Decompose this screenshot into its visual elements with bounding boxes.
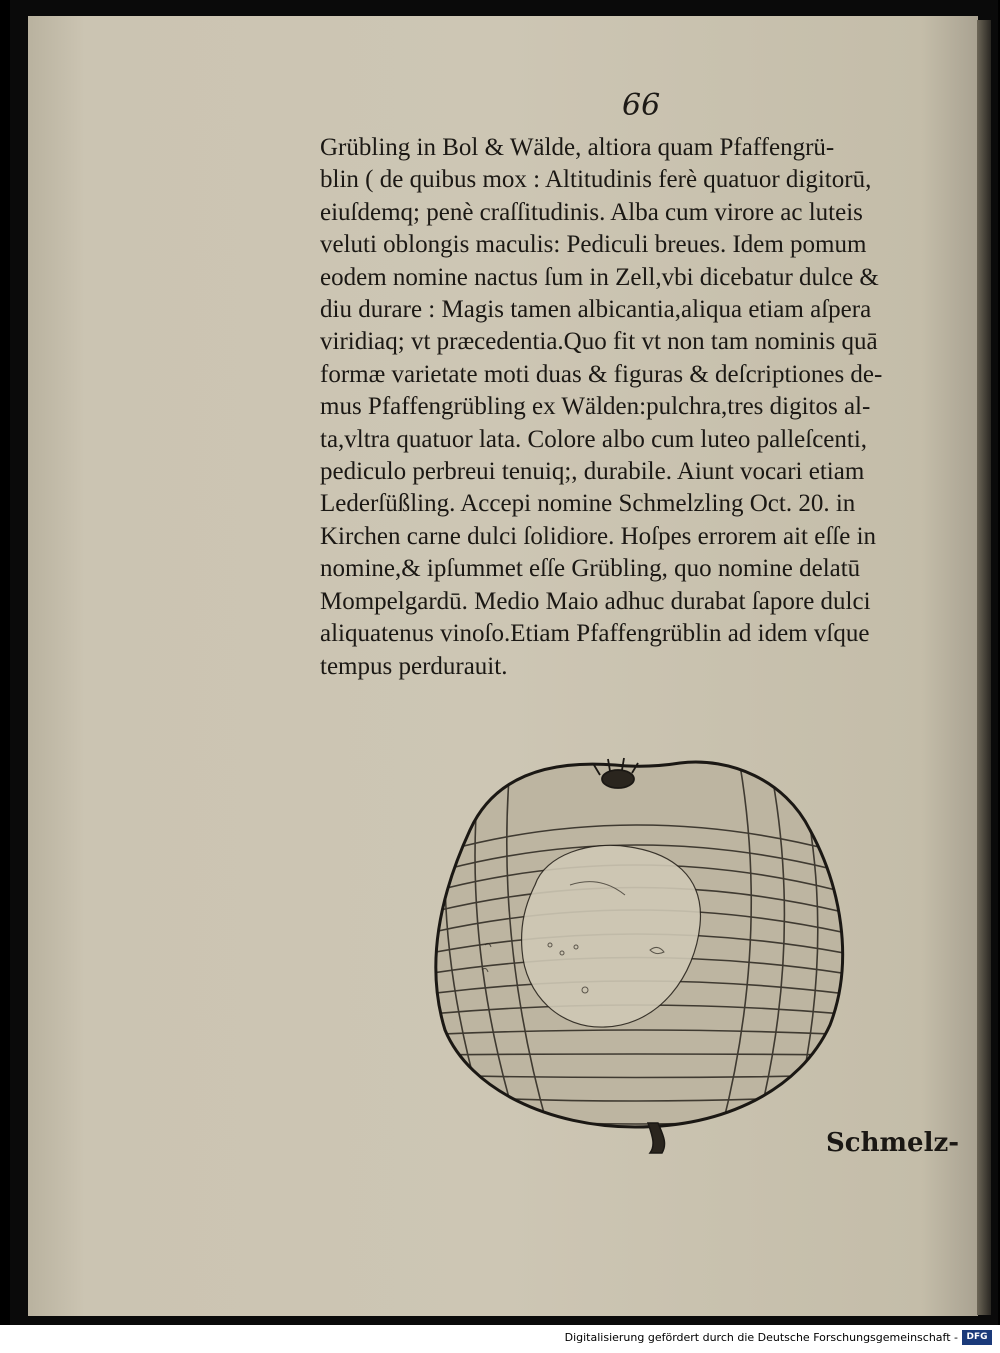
page-gutter: [977, 20, 991, 1315]
page-number: 66: [622, 88, 661, 123]
text-line: ta,vltra quatuor lata. Colore albo cum luteo palleſcenti,: [320, 425, 868, 453]
text-line: formæ varietate moti duas & figuras & deſcriptiones de-: [320, 360, 883, 388]
footer-bar: [0, 1325, 1000, 1353]
fruit-body: [400, 735, 870, 1155]
dfg-logo: DFG: [962, 1330, 992, 1345]
text-line: viridiaq; vt præcedentia.Quo fit vt non tam nominis quā: [320, 328, 878, 356]
text-line: pediculo perbreui tenuiq;, durabile. Aiunt vocari etiam: [320, 458, 865, 486]
funding-notice: Digitalisierung gefördert durch die Deutsche Forschungsgemeinschaft -: [564, 1331, 958, 1344]
pear-woodcut-illustration: [400, 735, 870, 1155]
fruit-stem: [648, 1123, 665, 1153]
text-line: nomine,& ipſummet eſſe Grübling, quo nomine delatū: [320, 555, 861, 583]
body-text: [320, 132, 962, 683]
text-line: tempus perdurauit.: [320, 652, 508, 680]
text-line: diu durare : Magis tamen albicantia,aliqua etiam aſpera: [320, 296, 872, 324]
text-line: mus Pfaffengrübling ex Wälden:pulchra,tres digitos al-: [320, 393, 871, 421]
text-line: Grübling in Bol & Wälde, altiora quam Pfaffengrü-: [320, 134, 835, 161]
text-line: Mompelgardū. Medio Maio adhuc durabat ſapore dulci: [320, 587, 871, 615]
catchword: Schmelz-: [826, 1128, 959, 1158]
text-line: veluti oblongis maculis: Pediculi breues. Idem pomum: [320, 231, 867, 259]
text-line: blin ( de quibus mox : Altitudinis ferè quatuor digitorū,: [320, 166, 872, 194]
text-line: Lederſüßling. Accepi nomine Schmelzling Oct. 20. in: [320, 490, 856, 518]
text-line: Kirchen carne dulci ſolidiore. Hoſpes errorem ait eſſe in: [320, 522, 877, 550]
text-line: aliquatenus vinoſo.Etiam Pfaffengrüblin ad idem vſque: [320, 620, 870, 648]
text-line: eiuſdemq; penè craſſitudinis. Alba cum virore ac luteis: [320, 198, 863, 226]
text-line: eodem nomine nactus ſum in Zell,vbi dicebatur dulce &: [320, 263, 879, 291]
